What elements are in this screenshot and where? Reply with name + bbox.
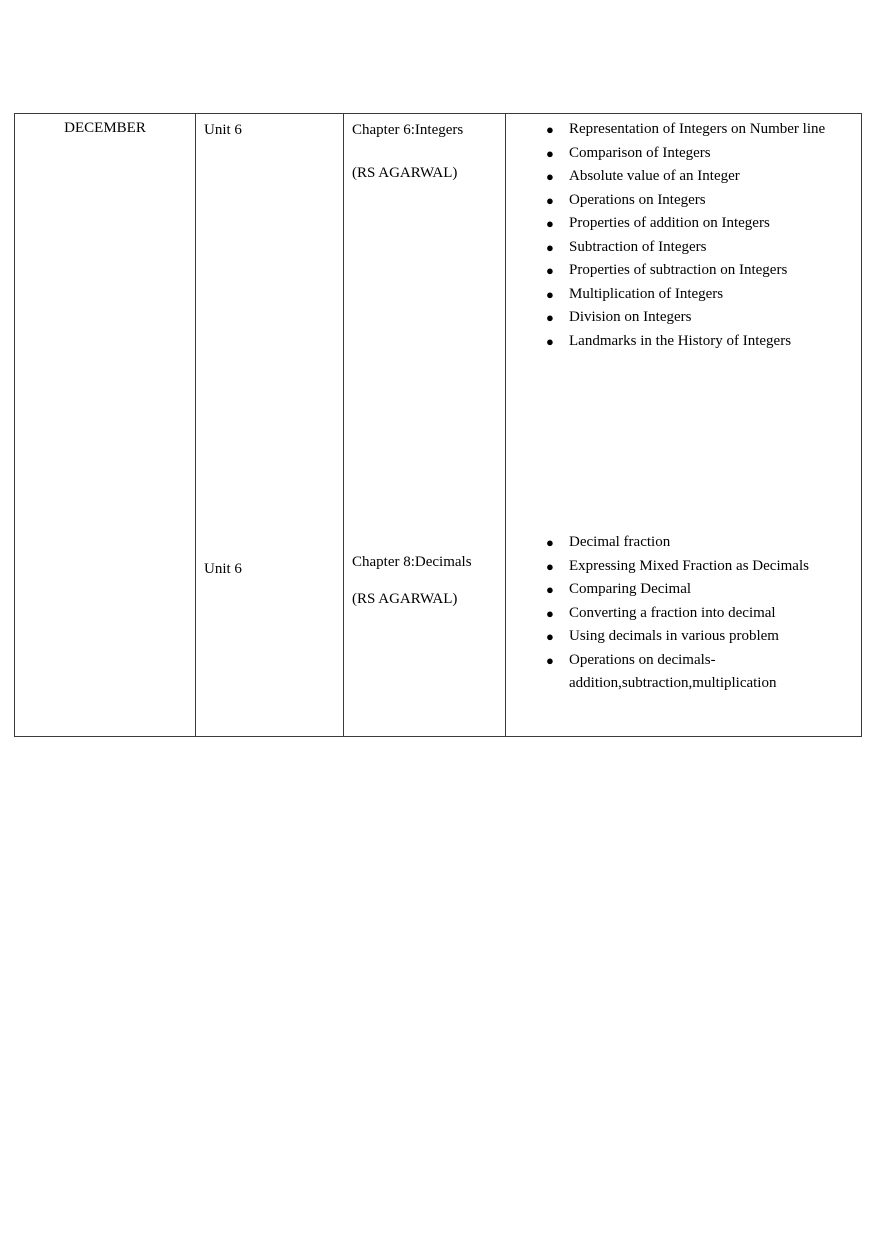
list-item-label: Operations on decimals-addition,subtraction,multiplication	[569, 651, 777, 691]
bullet-icon: ●	[546, 122, 554, 137]
list-item-label: Expressing Mixed Fraction as Decimals	[569, 557, 809, 574]
table-column-unit	[195, 114, 343, 736]
list-item	[506, 118, 861, 142]
list-item-label: Operations on Integers	[569, 191, 706, 208]
chapter-cell	[344, 526, 505, 611]
list-item	[506, 531, 861, 555]
list-item-label: Subtraction of Integers	[569, 238, 707, 255]
list-item	[506, 236, 861, 260]
list-item-label: Properties of subtraction on Integers	[569, 262, 788, 278]
list-item-label: Absolute value of an Integer	[569, 168, 740, 184]
bullet-icon: ●	[546, 216, 554, 231]
list-item	[506, 212, 861, 236]
chapter-source: (RS AGARWAL)	[352, 165, 458, 182]
list-item	[506, 578, 861, 602]
list-item	[506, 306, 861, 330]
chapter-source: (RS AGARWAL)	[352, 590, 458, 607]
topics-list	[506, 114, 861, 353]
table-row	[344, 526, 505, 736]
unit-cell: Unit 6	[204, 122, 242, 138]
bullet-icon: ●	[546, 333, 554, 349]
bullet-icon: ●	[546, 263, 554, 278]
table-row	[506, 114, 861, 526]
list-item	[506, 259, 861, 283]
month-cell: DECEMBER	[64, 120, 146, 136]
table-row	[196, 114, 343, 526]
list-item	[506, 649, 861, 696]
bullet-icon: ●	[546, 145, 554, 161]
list-item	[506, 142, 861, 166]
list-item-label: Decimal fraction	[569, 534, 671, 550]
bullet-icon: ●	[546, 192, 554, 208]
bullet-icon: ●	[546, 558, 554, 574]
list-item-label: Using decimals in various problem	[569, 628, 779, 644]
bullet-icon: ●	[546, 605, 554, 621]
list-item-label: Converting a fraction into decimal	[569, 604, 776, 621]
list-item	[506, 625, 861, 649]
topics-list	[506, 526, 861, 696]
bullet-icon: ●	[546, 239, 554, 255]
list-item-label: Comparing Decimal	[569, 581, 692, 597]
list-item	[506, 165, 861, 189]
bullet-icon: ●	[546, 169, 554, 184]
table-column-month	[15, 114, 195, 736]
table-row	[196, 526, 343, 736]
chapter-title: Chapter 8:Decimals	[352, 554, 472, 570]
bullet-icon: ●	[546, 535, 554, 550]
list-item-label: Representation of Integers on Number line	[569, 121, 826, 137]
list-item-label: Properties of addition on Integers	[569, 215, 770, 231]
list-item	[506, 189, 861, 213]
syllabus-table	[14, 113, 862, 737]
table-column-topics	[505, 114, 861, 736]
bullet-icon: ●	[546, 310, 554, 325]
list-item	[506, 283, 861, 307]
chapter-cell	[344, 114, 505, 186]
table-column-chapter	[343, 114, 505, 736]
list-item	[506, 602, 861, 626]
list-item-label: Division on Integers	[569, 309, 692, 325]
list-item-label: Multiplication of Integers	[569, 285, 724, 302]
list-item	[506, 555, 861, 579]
bullet-icon: ●	[546, 582, 554, 597]
bullet-icon: ●	[546, 629, 554, 644]
list-item-label: Landmarks in the History of Integers	[569, 332, 792, 349]
list-item-label: Comparison of Integers	[569, 144, 711, 161]
table-row	[506, 526, 861, 736]
bullet-icon: ●	[546, 652, 554, 668]
table-row	[344, 114, 505, 526]
list-item	[506, 330, 861, 354]
unit-cell: Unit 6	[204, 561, 242, 577]
bullet-icon: ●	[546, 286, 554, 302]
chapter-title: Chapter 6:Integers	[352, 122, 464, 138]
